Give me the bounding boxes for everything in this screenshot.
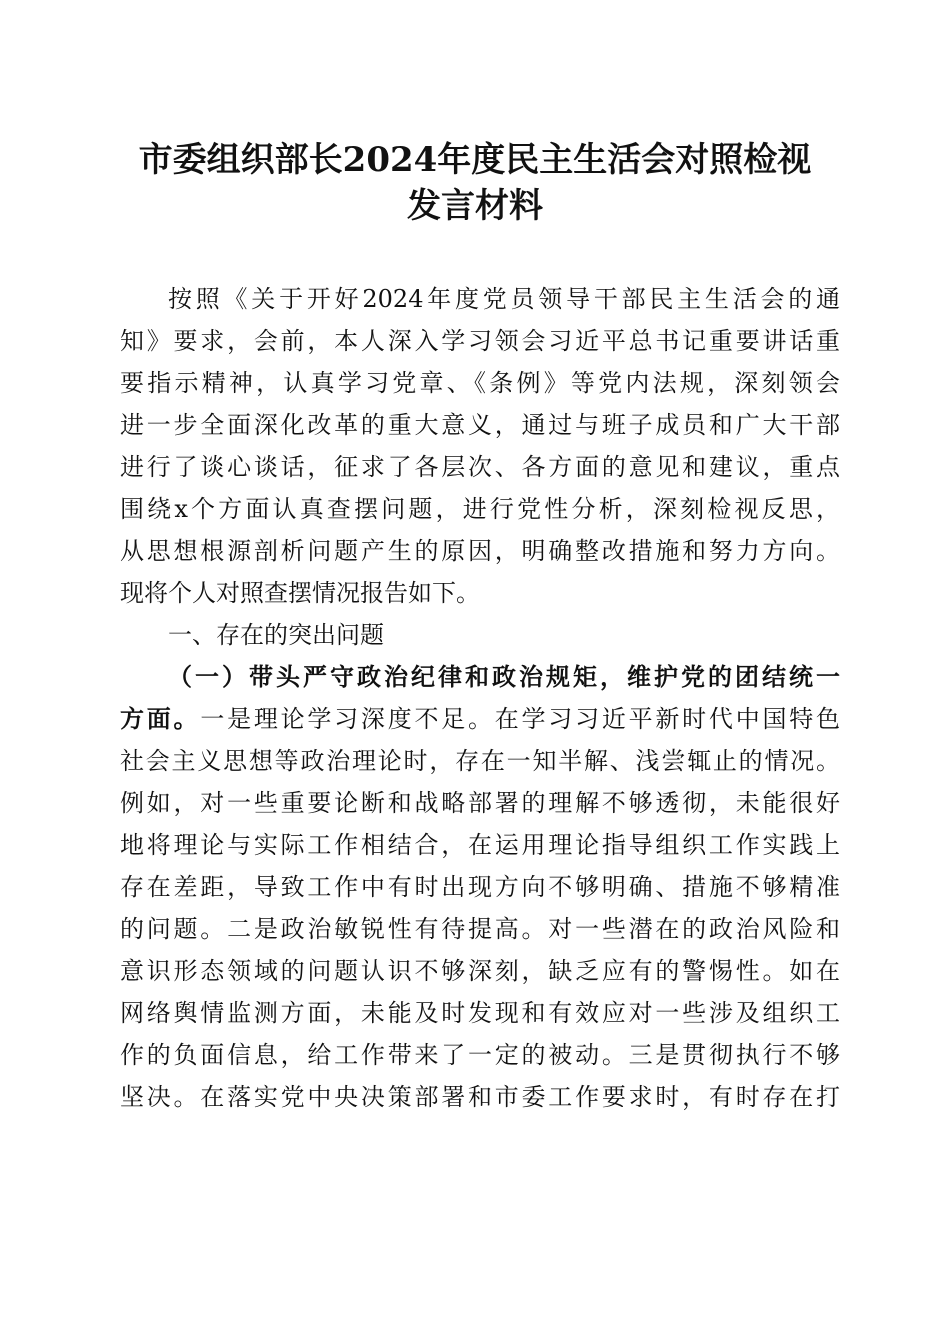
- intro-paragraph-line: 现将个人对照查摆情况报告如下。: [120, 579, 480, 607]
- intro-paragraph-line: 知》要求，会前，本人深入学习领会习近平总书记重要讲话重: [120, 327, 840, 355]
- body-paragraph-line: 的问题。二是政治敏锐性有待提高。对一些潜在的政治风险和: [120, 915, 840, 943]
- body-paragraph-line: 坚决。在落实党中央决策部署和市委工作要求时，有时存在打: [120, 1083, 840, 1111]
- intro-paragraph-line: 围绕x个方面认真查摆问题，进行党性分析，深刻检视反思，: [120, 495, 840, 523]
- body-paragraph-line: 地将理论与实际工作相结合，在运用理论指导组织工作实践上: [120, 831, 840, 859]
- intro-paragraph-line: 进一步全面深化改革的重大意义，通过与班子成员和广大干部: [120, 411, 840, 439]
- body-paragraph-line: 网络舆情监测方面，未能及时发现和有效应对一些涉及组织工: [120, 999, 840, 1027]
- body-paragraph-line: 存在差距，导致工作中有时出现方向不够明确、措施不够精准: [120, 873, 840, 901]
- body-paragraph-line: 社会主义思想等政治理论时，存在一知半解、浅尝辄止的情况。: [120, 747, 840, 775]
- subsection-heading-continued: 方面。: [120, 705, 201, 733]
- intro-paragraph-line: 要指示精神，认真学习党章、《条例》等党内法规，深刻领会: [120, 369, 840, 397]
- body-paragraph-line: 作的负面信息，给工作带来了一定的被动。三是贯彻执行不够: [120, 1041, 840, 1069]
- document-title-line-1: 市委组织部长2024年度民主生活会对照检视: [138, 140, 812, 180]
- intro-paragraph-line: 按照《关于开好2024年度党员领导干部民主生活会的通: [168, 285, 840, 313]
- section-heading: 一、存在的突出问题: [168, 621, 384, 649]
- body-paragraph-line: 例如，对一些重要论断和战略部署的理解不够透彻，未能很好: [120, 789, 840, 817]
- body-paragraph-line: 意识形态领域的问题认识不够深刻，缺乏应有的警惕性。如在: [120, 957, 840, 985]
- intro-paragraph-line: 从思想根源剖析问题产生的原因，明确整改措施和努力方向。: [120, 537, 840, 565]
- subsection-heading: （一）带头严守政治纪律和政治规矩，维护党的团结统一: [168, 663, 840, 691]
- body-text: 一是理论学习深度不足。在学习习近平新时代中国特色: [200, 705, 840, 733]
- body-paragraph-line: [120, 703, 840, 735]
- intro-paragraph-line: 进行了谈心谈话，征求了各层次、各方面的意见和建议，重点: [120, 453, 840, 481]
- document-title-line-2: 发言材料: [407, 186, 543, 226]
